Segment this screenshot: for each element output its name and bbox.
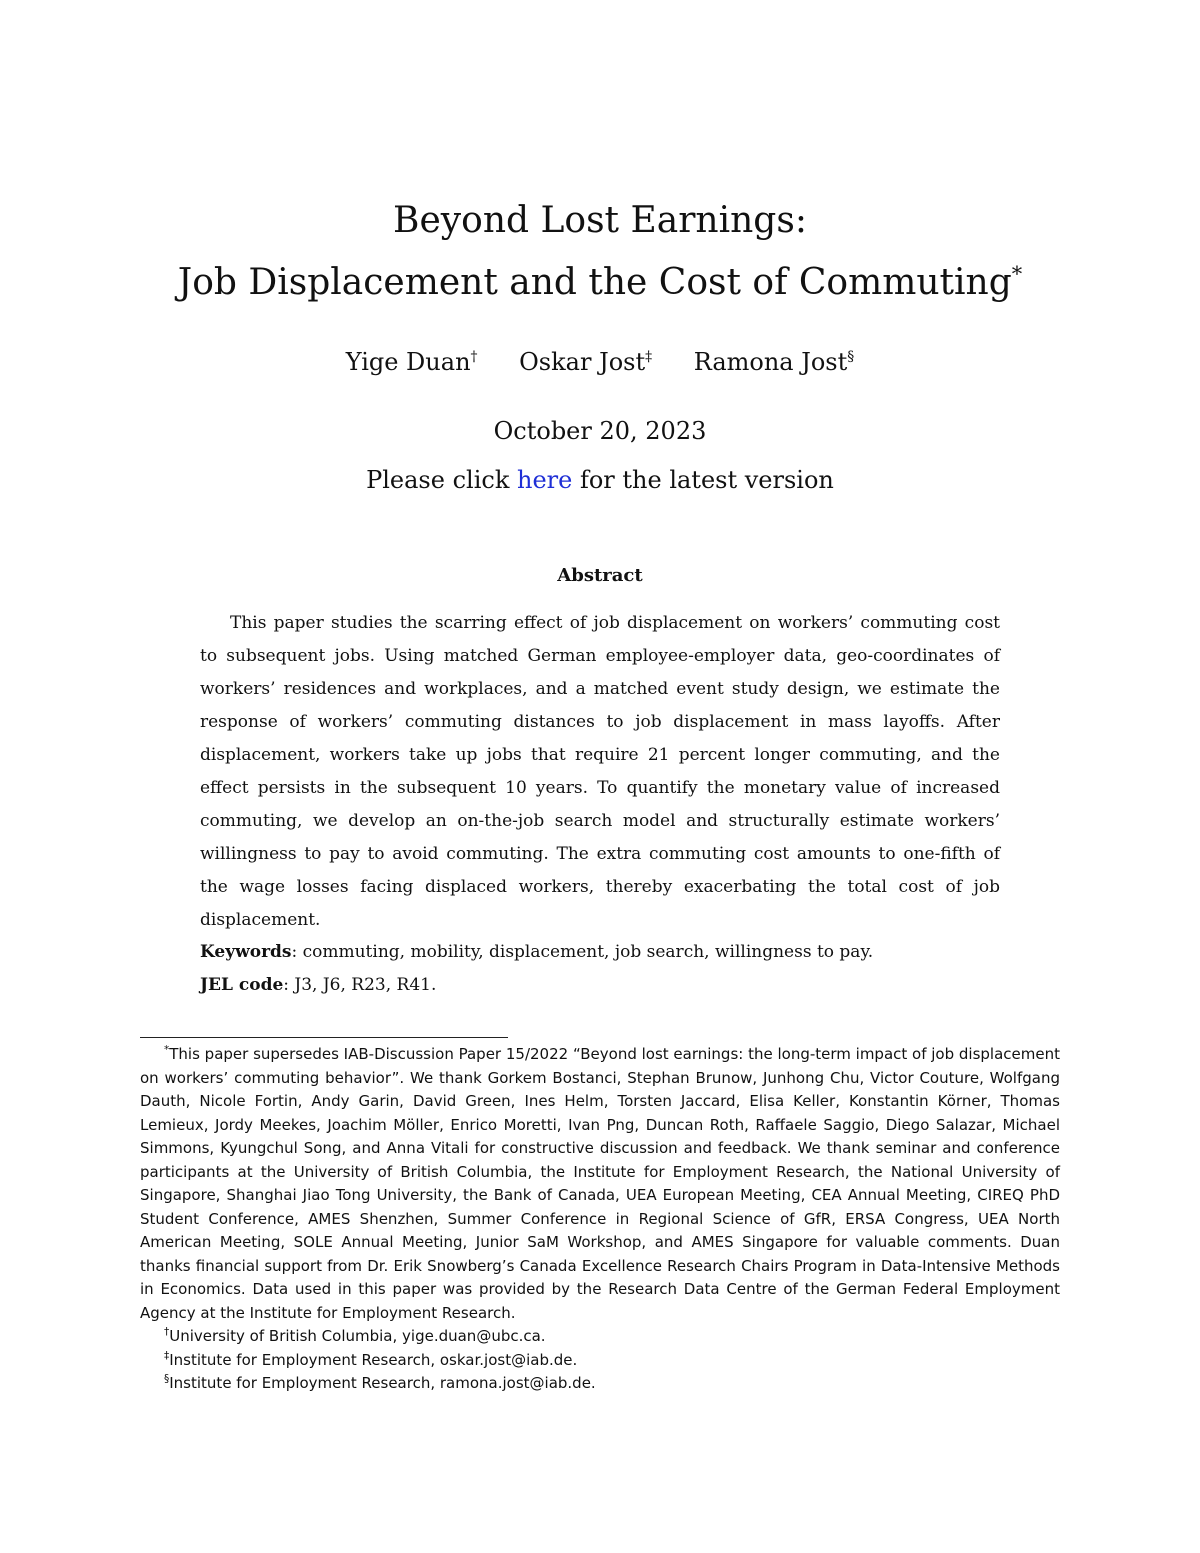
version-notice-before: Please click: [366, 466, 517, 494]
title-footnote-mark: *: [1011, 262, 1023, 286]
keywords-label: Keywords: [200, 942, 292, 962]
abstract-body: This paper studies the scarring effect of job displacement on workers’ commuting cost to subsequent jobs. Using matched German employee-employer data, geo-coordinates of workers’ residences and workplaces, and a matched event study design, we estimate the response of workers’ commuting distances to job displacement in mass layoffs. After displacement, workers take up jobs that require 21 percent longer commuting, and the effect persists in the subsequent 10 years. To quantify the monetary value of increased commuting, we develop an on-the-job search model and structurally estimate workers’ willingness to pay to avoid commuting. The extra commuting cost amounts to one-fifth of the wage losses facing displaced workers, thereby exacerbating the total cost of job displacement.: [200, 613, 1000, 930]
footnote-section: [140, 1372, 1060, 1396]
author-1-name: Yige Duan: [345, 348, 471, 376]
footnote-star: [140, 1043, 1060, 1325]
version-notice: [0, 462, 1200, 498]
footnote-ddagger: [140, 1349, 1060, 1373]
author-1-mark: †: [470, 349, 478, 365]
keywords-line: [200, 937, 1000, 967]
author-3: [694, 348, 855, 376]
keywords-value: : commuting, mobility, displacement, job search, willingness to pay.: [291, 942, 874, 962]
jel-code-label: JEL code: [200, 975, 284, 995]
footnote-ddagger-text: Institute for Employment Research, oskar.jost@iab.de.: [169, 1350, 578, 1369]
author-3-mark: §: [847, 349, 855, 365]
latest-version-link[interactable]: here: [516, 466, 573, 494]
footnote-rule: [140, 1037, 508, 1038]
paper-title-line-2-text: Job Displacement and the Cost of Commuting: [177, 262, 1012, 303]
author-list: [0, 344, 1200, 380]
paper-title-line-1: Beyond Lost Earnings:: [393, 200, 807, 241]
author-2-mark: ‡: [645, 349, 653, 365]
footnote-star-mark: *: [164, 1044, 170, 1056]
footnote-section-text: Institute for Employment Research, ramona.jost@iab.de.: [169, 1374, 596, 1392]
footnote-star-text: This paper supersedes IAB-Discussion Paper 15/2022 “Beyond lost earnings: the long-term impact of job displacement on workers’ commuting behavior”. We thank Gorkem Bostanci, Stephan Brunow, Junhong Chu, Victor Couture, Wolfgang Dauth, Nicole Fortin, Andy Garin, David Green, Ines Helm, Torsten Jaccard, Elisa Keller, Konstantin Körner, Thomas Lemieux, Jordy Meekes, Joachim Möller, Enrico Moretti, Ivan Png, Duncan Roth, Raffaele Saggio, Diego Salazar, Michael Simmons, Kyungchul Song, and Anna Vitali for constructive discussion and feedback. We thank seminar and conference participants at the University of British Columbia, the Institute for Employment Research, the National University of Singapore, Shanghai Jiao Tong University, the Bank of Canada, UEA European Meeting, CEA Annual Meeting, CIREQ PhD Student Conference, AMES Shenzhen, Summer Conference in Regional Science of GfR, ERSA Congress, UEA North American Meeting, SOLE Annual Meeting, Junior SaM Workshop, and AMES Singapore for valuable comments. Duan thanks financial support from Dr. Erik Snowberg’s Canada Excellence Research Chairs Program in Data-Intensive Methods in Economics. Data used in this paper was provided by the Research Data Centre of the German Federal Employment Agency at the Institute for Employment Research.: [140, 1045, 1060, 1322]
author-2-name: Oskar Jost: [519, 348, 646, 376]
footnote-dagger: [140, 1325, 1060, 1349]
abstract-heading: Abstract: [557, 565, 643, 586]
footnote-section-mark: §: [164, 1373, 170, 1385]
footnotes: [140, 1043, 1060, 1396]
footnote-dagger-mark: †: [164, 1326, 170, 1338]
footnote-ddagger-mark: ‡: [164, 1349, 170, 1362]
author-3-name: Ramona Jost: [693, 348, 848, 376]
author-2: [519, 348, 652, 376]
paper-date: October 20, 2023: [493, 417, 707, 445]
jel-code-line: [200, 970, 1000, 1000]
author-1: [346, 348, 478, 376]
paper-title-line-2: [0, 261, 1200, 305]
version-notice-after: for the latest version: [572, 466, 834, 494]
footnote-dagger-text: University of British Columbia, yige.duan@ubc.ca.: [169, 1327, 546, 1345]
jel-code-value: : J3, J6, R23, R41.: [283, 975, 437, 995]
